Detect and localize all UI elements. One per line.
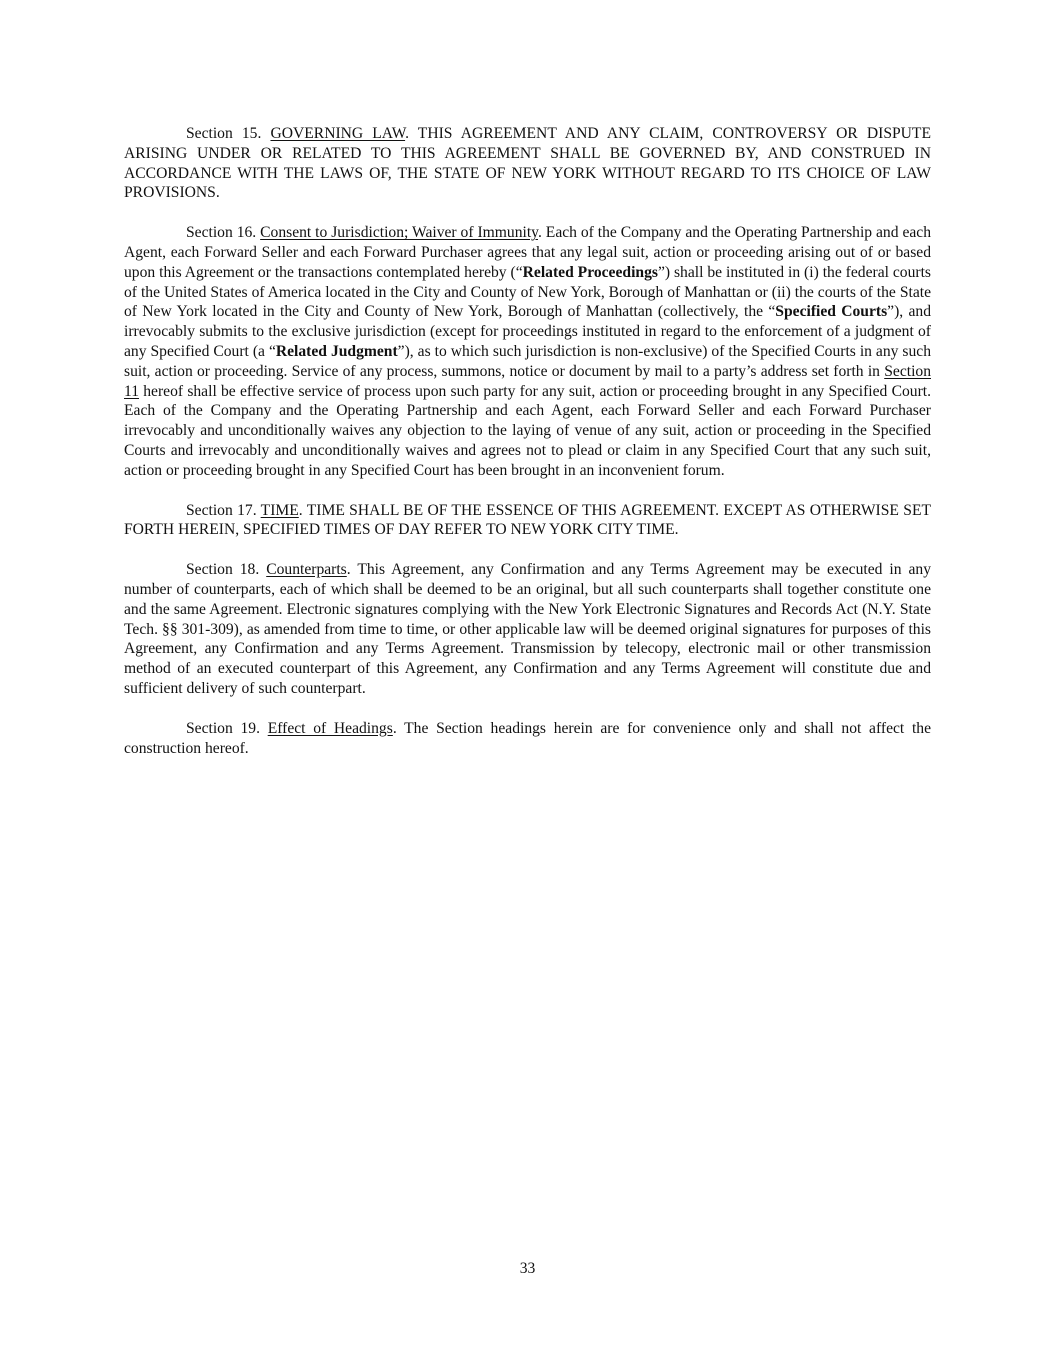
section-17-heading: TIME xyxy=(260,501,299,519)
section-16-number: Section 16. xyxy=(186,224,257,242)
page-number: 33 xyxy=(519,1260,536,1277)
section-19-number: Section 19. xyxy=(186,719,260,737)
section-17-paragraph xyxy=(124,501,931,541)
section-16-text-3: ”), and irrevocably submits to the exclusive jurisdiction (except for proceedings instituted in regard to the enforcement of a judgment of any Specified Court (a “ xyxy=(124,303,931,360)
section-19-text: . The Section headings herein are for convenience only and shall not affect the construction hereof. xyxy=(124,719,932,757)
section-16-heading: Consent to Jurisdiction; Waiver of Immunity xyxy=(260,224,538,242)
section-16-text-2: ”) shall be instituted in (i) the federal courts of the United States of America located in the City and County of New York, Borough of Manhattan or (ii) the courts of the State of New York located in the City and County of New York, Borough of Manhattan (collectively, the “ xyxy=(124,263,931,321)
section-16-text-5: hereof shall be effective service of process upon such party for any suit, action or proceeding brought in any Specified Court. Each of the Company and the Operating Partnership and each Agent, each Forward Seller and each Forward Purchaser irrevocably and unconditionally waives any objection to the laying of venue of any suit, action or proceeding in the Specified Courts and irrevocably and unconditionally waives and agrees not to plead or claim in any Specified Court that any such suit, action or proceeding brought in any Specified Court has been brought in an inconvenient forum. xyxy=(124,382,931,479)
defined-term-related-proceedings: Related Proceedings xyxy=(522,263,658,281)
section-16-text-1: . Each of the Company and the Operating Partnership and each Agent, each Forward Seller and each Forward Purchaser agrees that any legal suit, action or proceeding arising out of or based upon this Agreement or the transactions contemplated hereby (“ xyxy=(124,224,932,281)
section-11-reference: Section 11 xyxy=(124,362,931,400)
section-15-paragraph xyxy=(124,124,931,203)
section-18-heading: Counterparts xyxy=(266,561,347,579)
section-19-paragraph xyxy=(124,719,931,759)
section-15-number: Section 15. xyxy=(186,125,262,142)
section-16-paragraph xyxy=(124,223,931,480)
section-18-text: . This Agreement, any Confirmation and any Terms Agreement may be executed in any number of counterparts, each of which shall be deemed to be an original, but all such counterparts shall together constitute one and the same Agreement. Electronic signatures complying with the New York Electronic Signatures and Records Act (N.Y. State Tech. §§ 301-309), as amended from time to time, or other applicable law will be deemed original signatures for purposes of this Agreement, any Confirmation and any Terms Agreement. Transmission by telecopy, electronic mail or other transmission method of an executed counterpart of this Agreement, any Confirmation and any Terms Agreement will constitute due and sufficient delivery of such counterpart. xyxy=(124,561,931,697)
section-17-number: Section 17. xyxy=(186,501,257,519)
defined-term-specified-courts: Specified Courts xyxy=(775,303,888,321)
section-19-heading: Effect of Headings xyxy=(267,719,393,737)
section-18-number: Section 18. xyxy=(186,561,260,579)
section-15-text: . THIS AGREEMENT AND ANY CLAIM, CONTROVERSY OR DISPUTE ARISING UNDER OR RELATED TO THIS AGREEMENT SHALL BE GOVERNED BY, AND CONSTRUED IN ACCORDANCE WITH THE LAWS OF, THE STATE OF NEW YORK WITHOUT REGARD TO ITS CHOICE OF LAW PROVISIONS. xyxy=(124,125,931,202)
section-17-text: . TIME SHALL BE OF THE ESSENCE OF THIS AGREEMENT. EXCEPT AS OTHERWISE SET FORTH HEREIN, SPECIFIED TIMES OF DAY REFER TO NEW YORK CITY TIME. xyxy=(124,501,931,539)
defined-term-related-judgment: Related Judgment xyxy=(275,342,398,360)
section-15-heading: GOVERNING LAW xyxy=(270,125,406,142)
document-body xyxy=(124,124,931,778)
section-16-text-4: ”), as to which such jurisdiction is non-exclusive) of the Specified Courts in any such suit, action or proceeding. Service of any process, summons, notice or document by mail to a party’s address set forth in xyxy=(124,342,931,380)
section-18-paragraph xyxy=(124,560,931,699)
